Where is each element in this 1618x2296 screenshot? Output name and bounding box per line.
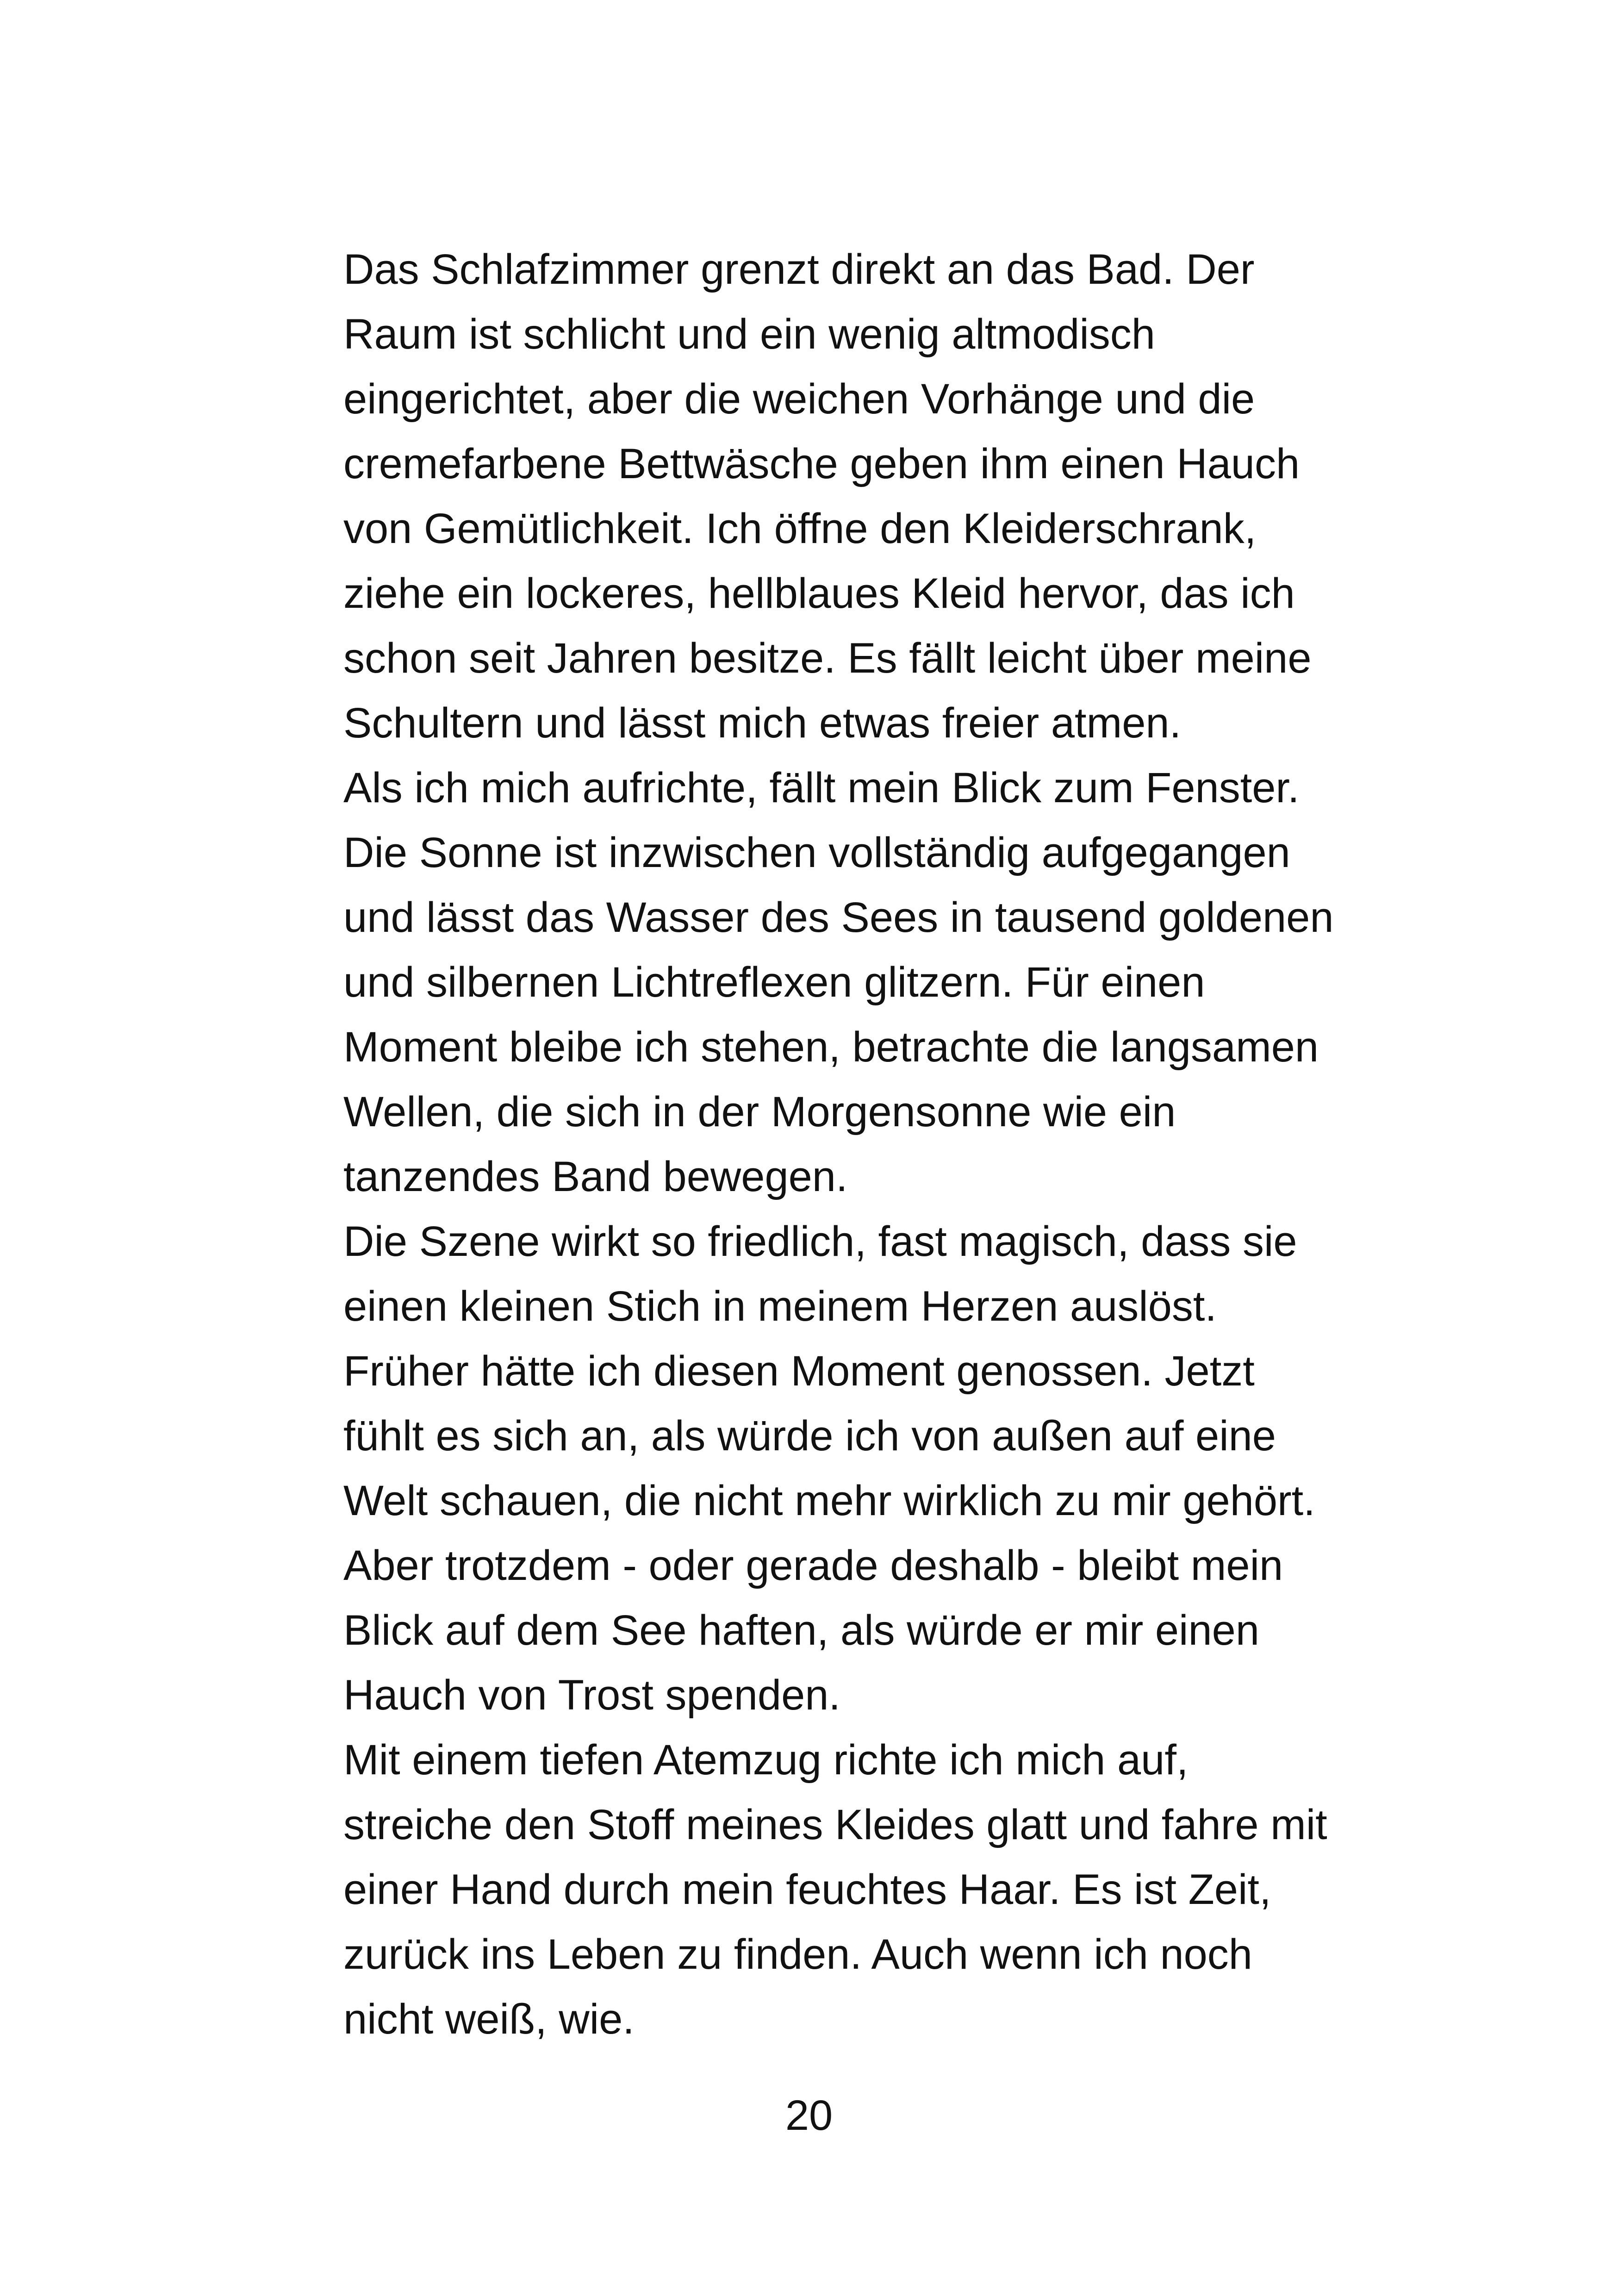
text-line: streiche den Stoff meines Kleides glatt und fahre mit <box>343 1801 1327 1848</box>
text-line: Aber trotzdem - oder gerade deshalb - bleibt mein <box>343 1542 1283 1589</box>
text-line: nicht weiß, wie. <box>343 1996 635 2043</box>
text-line: von Gemütlichkeit. Ich öffne den Kleiderschrank, <box>343 505 1257 552</box>
text-line: Welt schauen, die nicht mehr wirklich zu mir gehört. <box>343 1477 1315 1524</box>
text-line: Hauch von Trost spenden. <box>343 1672 840 1719</box>
text-line: ziehe ein lockeres, hellblaues Kleid hervor, das ich <box>343 570 1295 617</box>
text-line: Wellen, die sich in der Morgensonne wie ein <box>343 1088 1176 1136</box>
text-line: Als ich mich aufrichte, fällt mein Blick zum Fenster. <box>343 764 1300 811</box>
text-line: Die Szene wirkt so friedlich, fast magisch, dass sie <box>343 1218 1297 1265</box>
text-line: Früher hätte ich diesen Moment genossen. Jetzt <box>343 1348 1255 1395</box>
text-line: tanzendes Band bewegen. <box>343 1153 848 1200</box>
text-line: Raum ist schlicht und ein wenig altmodisch <box>343 311 1155 358</box>
text-line: fühlt es sich an, als würde ich von außen auf eine <box>343 1412 1276 1460</box>
text-line: Mit einem tiefen Atemzug richte ich mich auf, <box>343 1736 1189 1784</box>
text-line: Blick auf dem See haften, als würde er mir einen <box>343 1607 1259 1654</box>
text-line: schon seit Jahren besitze. Es fällt leicht über meine <box>343 635 1312 682</box>
body-text <box>343 237 1362 2052</box>
text-line: und silbernen Lichtreflexen glitzern. Für einen <box>343 959 1205 1006</box>
text-line: Die Sonne ist inzwischen vollständig aufgegangen <box>343 829 1290 876</box>
page-number: 20 <box>785 2092 833 2139</box>
text-line: cremefarbene Bettwäsche geben ihm einen Hauch <box>343 440 1300 487</box>
text-line: einer Hand durch mein feuchtes Haar. Es ist Zeit, <box>343 1866 1271 1913</box>
text-line: Moment bleibe ich stehen, betrachte die langsamen <box>343 1023 1319 1071</box>
text-line: einen kleinen Stich in meinem Herzen auslöst. <box>343 1283 1217 1330</box>
text-line: eingerichtet, aber die weichen Vorhänge und die <box>343 375 1255 423</box>
text-line: und lässt das Wasser des Sees in tausend goldenen <box>343 894 1334 941</box>
text-line: Schultern und lässt mich etwas freier atmen. <box>343 699 1182 747</box>
text-line: zurück ins Leben zu finden. Auch wenn ich noch <box>343 1931 1252 1978</box>
text-line: Das Schlafzimmer grenzt direkt an das Bad. Der <box>343 246 1255 293</box>
